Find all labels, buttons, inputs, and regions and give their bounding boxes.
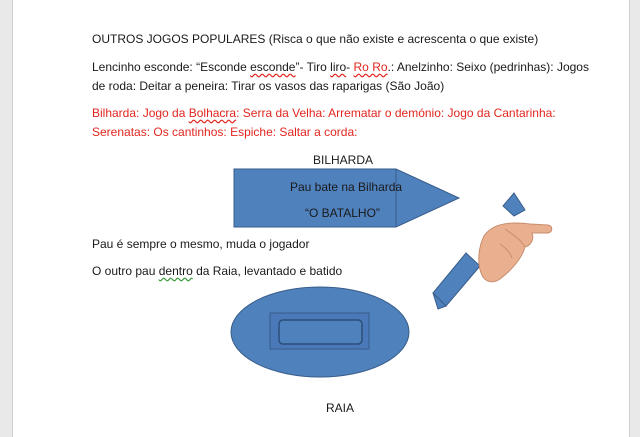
paragraph-1-line-2: de roda: Deitar a peneira: Tirar os vasos das raparigas (São João) (92, 79, 445, 93)
heading: OUTROS JOGOS POPULARES (Risca o que não existe e acrescenta o que existe) (92, 32, 539, 46)
note-1: Pau é sempre o mesmo, muda o jogador (92, 237, 310, 251)
text-span: : Serra da Velha: Arrematar o demónio: Jogo da Cantarinha: (236, 106, 556, 120)
paragraph-2-line-2: Serenatas: Os cantinhos: Espiche: Saltar a corda: (92, 125, 358, 139)
arrow-text-2: “O BATALHO” (305, 206, 380, 220)
diagram-title: BILHARDA (313, 153, 374, 167)
text-span: da Raia, levantado e batido (192, 264, 343, 278)
raia-label: RAIA (326, 401, 355, 415)
text-span: - (346, 60, 354, 74)
text-span: liro (330, 60, 347, 74)
text-span: ”- Tiro (295, 60, 331, 74)
text-span: Bolhacra (188, 106, 237, 120)
text-span: O outro pau (92, 264, 159, 278)
pointer-piece-body (433, 253, 480, 306)
raia-inner-rounded-rect (279, 320, 362, 344)
text-span: Bilharda: Jogo da (92, 106, 189, 120)
arrow-text-1: Pau bate na Bilharda (290, 180, 403, 194)
text-span: Ro Ro (353, 60, 388, 74)
pointer-piece-top (503, 193, 525, 216)
text-span: dentro (158, 264, 193, 278)
note-2 (92, 263, 342, 279)
text-span: Lencinho esconde: “Esconde (92, 60, 251, 74)
text-span: esconde (250, 60, 296, 74)
text-span: .: Anelzinho: Seixo (pedrinhas): Jogos (387, 60, 589, 74)
hand-pointing-icon (479, 223, 552, 282)
